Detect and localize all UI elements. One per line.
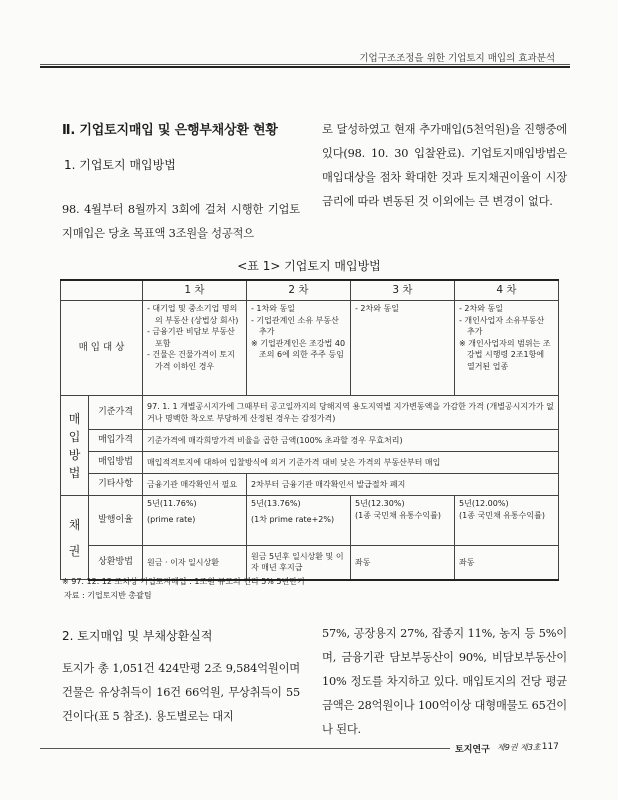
footer-issue: 제9권 제3호 <box>497 743 541 752</box>
interest-basis: (prime rate) <box>147 514 196 524</box>
group-label-char: 채 <box>68 517 81 532</box>
paragraph-right-bottom: 57%, 공장용지 27%, 잡종지 11%, 농지 등 5%이며, 금융기관 담보부동산이 90%, 비담보부동산이 10% 정도를 차지하고 있다. 매입토지의 건당 평균금액은 28억원이나 100억이상 대형매물도 65건이나 된다. <box>322 627 567 736</box>
interest-cell-round-2 <box>247 496 351 546</box>
base-price-text: 97. 1. 1 개별공시지가에 그때부터 공고일까지의 당해지역 용도지역별 지가변동액을 가감한 가격 (개별공시지가가 없거나 명백한 착오로 부당하게 산정된 경우는 감정가격) <box>143 396 559 430</box>
target-cell-round-2 <box>247 301 351 396</box>
row-label-purchase-price: 매입가격 <box>89 430 143 452</box>
footer-rule <box>40 748 450 749</box>
interest-basis: (1종 국민채 유통수익률) <box>355 510 441 520</box>
target-item: - 기업관계인 소유 부동산 추가 <box>251 315 339 336</box>
group-label-char: 입 <box>68 429 81 444</box>
row-label-interest: 발행이율 <box>89 496 143 546</box>
repayment-cell-round-4: 좌동 <box>455 546 559 580</box>
column-header-round-2: 2 차 <box>247 280 351 301</box>
row-label-base-price: 기준가격 <box>89 396 143 430</box>
interest-rate: 5년(11.76%) <box>147 499 197 508</box>
method-row-base-price <box>61 396 559 430</box>
target-item: ※ 개인사업자의 범위는 조강법 시행령 2조1항에 열거된 업종 <box>459 338 551 371</box>
group-label-char: 법 <box>68 465 81 480</box>
row-label-other: 기타사항 <box>89 474 143 496</box>
row-label-repayment: 상환방법 <box>89 546 143 580</box>
column-header-round-1: 1 차 <box>143 280 247 301</box>
table-header-row <box>61 280 559 301</box>
target-item: - 2차와 동일 <box>459 304 503 313</box>
land-purchase-method-table <box>60 279 559 581</box>
table-corner-cell <box>61 280 143 301</box>
subsection-heading-1: 1. 기업토지 매입방법 <box>64 158 176 172</box>
purchase-target-row <box>61 301 559 396</box>
target-cell-round-1 <box>143 301 247 396</box>
table-title: <표 1> 기업토지 매입방법 <box>237 259 381 273</box>
section-heading: Ⅱ. 기업토지매입 및 은행부채상환 현황 <box>62 123 278 138</box>
repayment-cell-round-3: 좌동 <box>351 546 455 580</box>
column-header-round-4: 4 차 <box>455 280 559 301</box>
interest-rate: 5년(12.00%) <box>459 499 509 508</box>
running-header: 기업구조조정을 위한 기업토지 매입의 효과분석 <box>359 53 555 64</box>
column-header-round-3: 3 차 <box>351 280 455 301</box>
group-label-purchase-method <box>61 396 89 496</box>
target-cell-round-3 <box>351 301 455 396</box>
purchase-price-text: 기준가격에 매각희망가격 비율을 곱한 금액(100% 초과할 경우 무효처리) <box>143 430 559 452</box>
page-number: · 117 <box>536 742 559 752</box>
footer-journal-name: 토지연구 <box>455 745 490 755</box>
interest-cell-round-4 <box>455 496 559 546</box>
repayment-cell-round-1: 원금 · 이자 일시상환 <box>143 546 247 580</box>
repayment-cell-round-2: 원금 5년후 일시상환 및 이자 매년 후지급 <box>247 546 351 580</box>
method-row-purchase-price <box>61 430 559 452</box>
header-rule-thick <box>40 66 570 68</box>
interest-rate: 5년(13.76%) <box>251 499 301 508</box>
row-label-purchase-target: 매 입 대 상 <box>61 301 143 396</box>
interest-cell-round-3 <box>351 496 455 546</box>
interest-rate: 5년(12.30%) <box>355 499 405 508</box>
interest-basis: (1차 prime rate+2%) <box>251 514 335 524</box>
row-label-purchase-method: 매입방법 <box>89 452 143 474</box>
target-item: - 금융기관 비담보 부동산 포함 <box>147 327 235 348</box>
group-label-bond <box>61 496 89 580</box>
other-text-round-2-4: 2차부터 금융기관 매각확인서 발급절차 폐지 <box>247 474 559 496</box>
other-text-round-1: 금융기관 매각확인서 필요 <box>143 474 247 496</box>
target-item: - 2차와 동일 <box>355 304 399 313</box>
paragraph-left-bottom: 토지가 총 1,051건 424만평 2조 9,584억원이며 건물은 유상취득이 16건 66억원, 무상취득이 55건이다(표 5 참조). 용도별로는 대지 <box>62 662 300 723</box>
target-item: - 개인사업자 소유부동산 추가 <box>459 315 545 336</box>
purchase-method-text: 매입적격토지에 대하여 입찰방식에 의거 기준가격 대비 낮은 가격의 부동산부터 매입 <box>143 452 559 474</box>
target-item: - 대기업 및 중소기업 명의의 부동산 (상법상 회사) <box>147 304 239 325</box>
interest-basis: (1종 국민채 유통수익률) <box>459 510 545 520</box>
target-item: - 1차와 동일 <box>251 304 295 313</box>
target-item: ※ 기업관계인은 조강법 40조의 6에 의한 주주 등임 <box>251 338 346 359</box>
interest-cell-round-1 <box>143 496 247 546</box>
method-row-other <box>61 474 559 496</box>
target-cell-round-4 <box>455 301 559 396</box>
header-rule <box>40 64 570 65</box>
bond-row-repayment <box>61 546 559 580</box>
paragraph-right-top: 로 달성하였고 현재 추가매입(5천억원)을 진행중에 있다(98. 10. 30 입찰완료). 기업토지매입방법은 매입대상을 점차 확대한 것과 토지채권이율이 시장금리에 따라 변동된 것 이외에는 큰 변경이 없다. <box>322 123 567 208</box>
group-label-char: 매 <box>68 411 81 426</box>
paragraph-left-top: 98. 4월부터 8월까지 3회에 걸쳐 시행한 기업토지매입은 당초 목표액 3조원을 성공적으 <box>62 203 300 240</box>
table-source: 자료 : 기업토지반 총괄팀 <box>64 591 152 600</box>
subsection-heading-2: 2. 토지매입 및 부채상환실적 <box>62 629 213 643</box>
table-footnote: ※ 97. 12. 12 조치상 기업토지매입 : 1조원 규모의 연리 5% 5년만기 <box>62 577 305 586</box>
method-row-purchase-method <box>61 452 559 474</box>
bond-row-interest <box>61 496 559 546</box>
group-label-char: 권 <box>68 543 81 558</box>
group-label-char: 방 <box>68 447 81 462</box>
target-item: - 건물은 건물가격이 토지가격 이하인 경우 <box>147 350 235 371</box>
